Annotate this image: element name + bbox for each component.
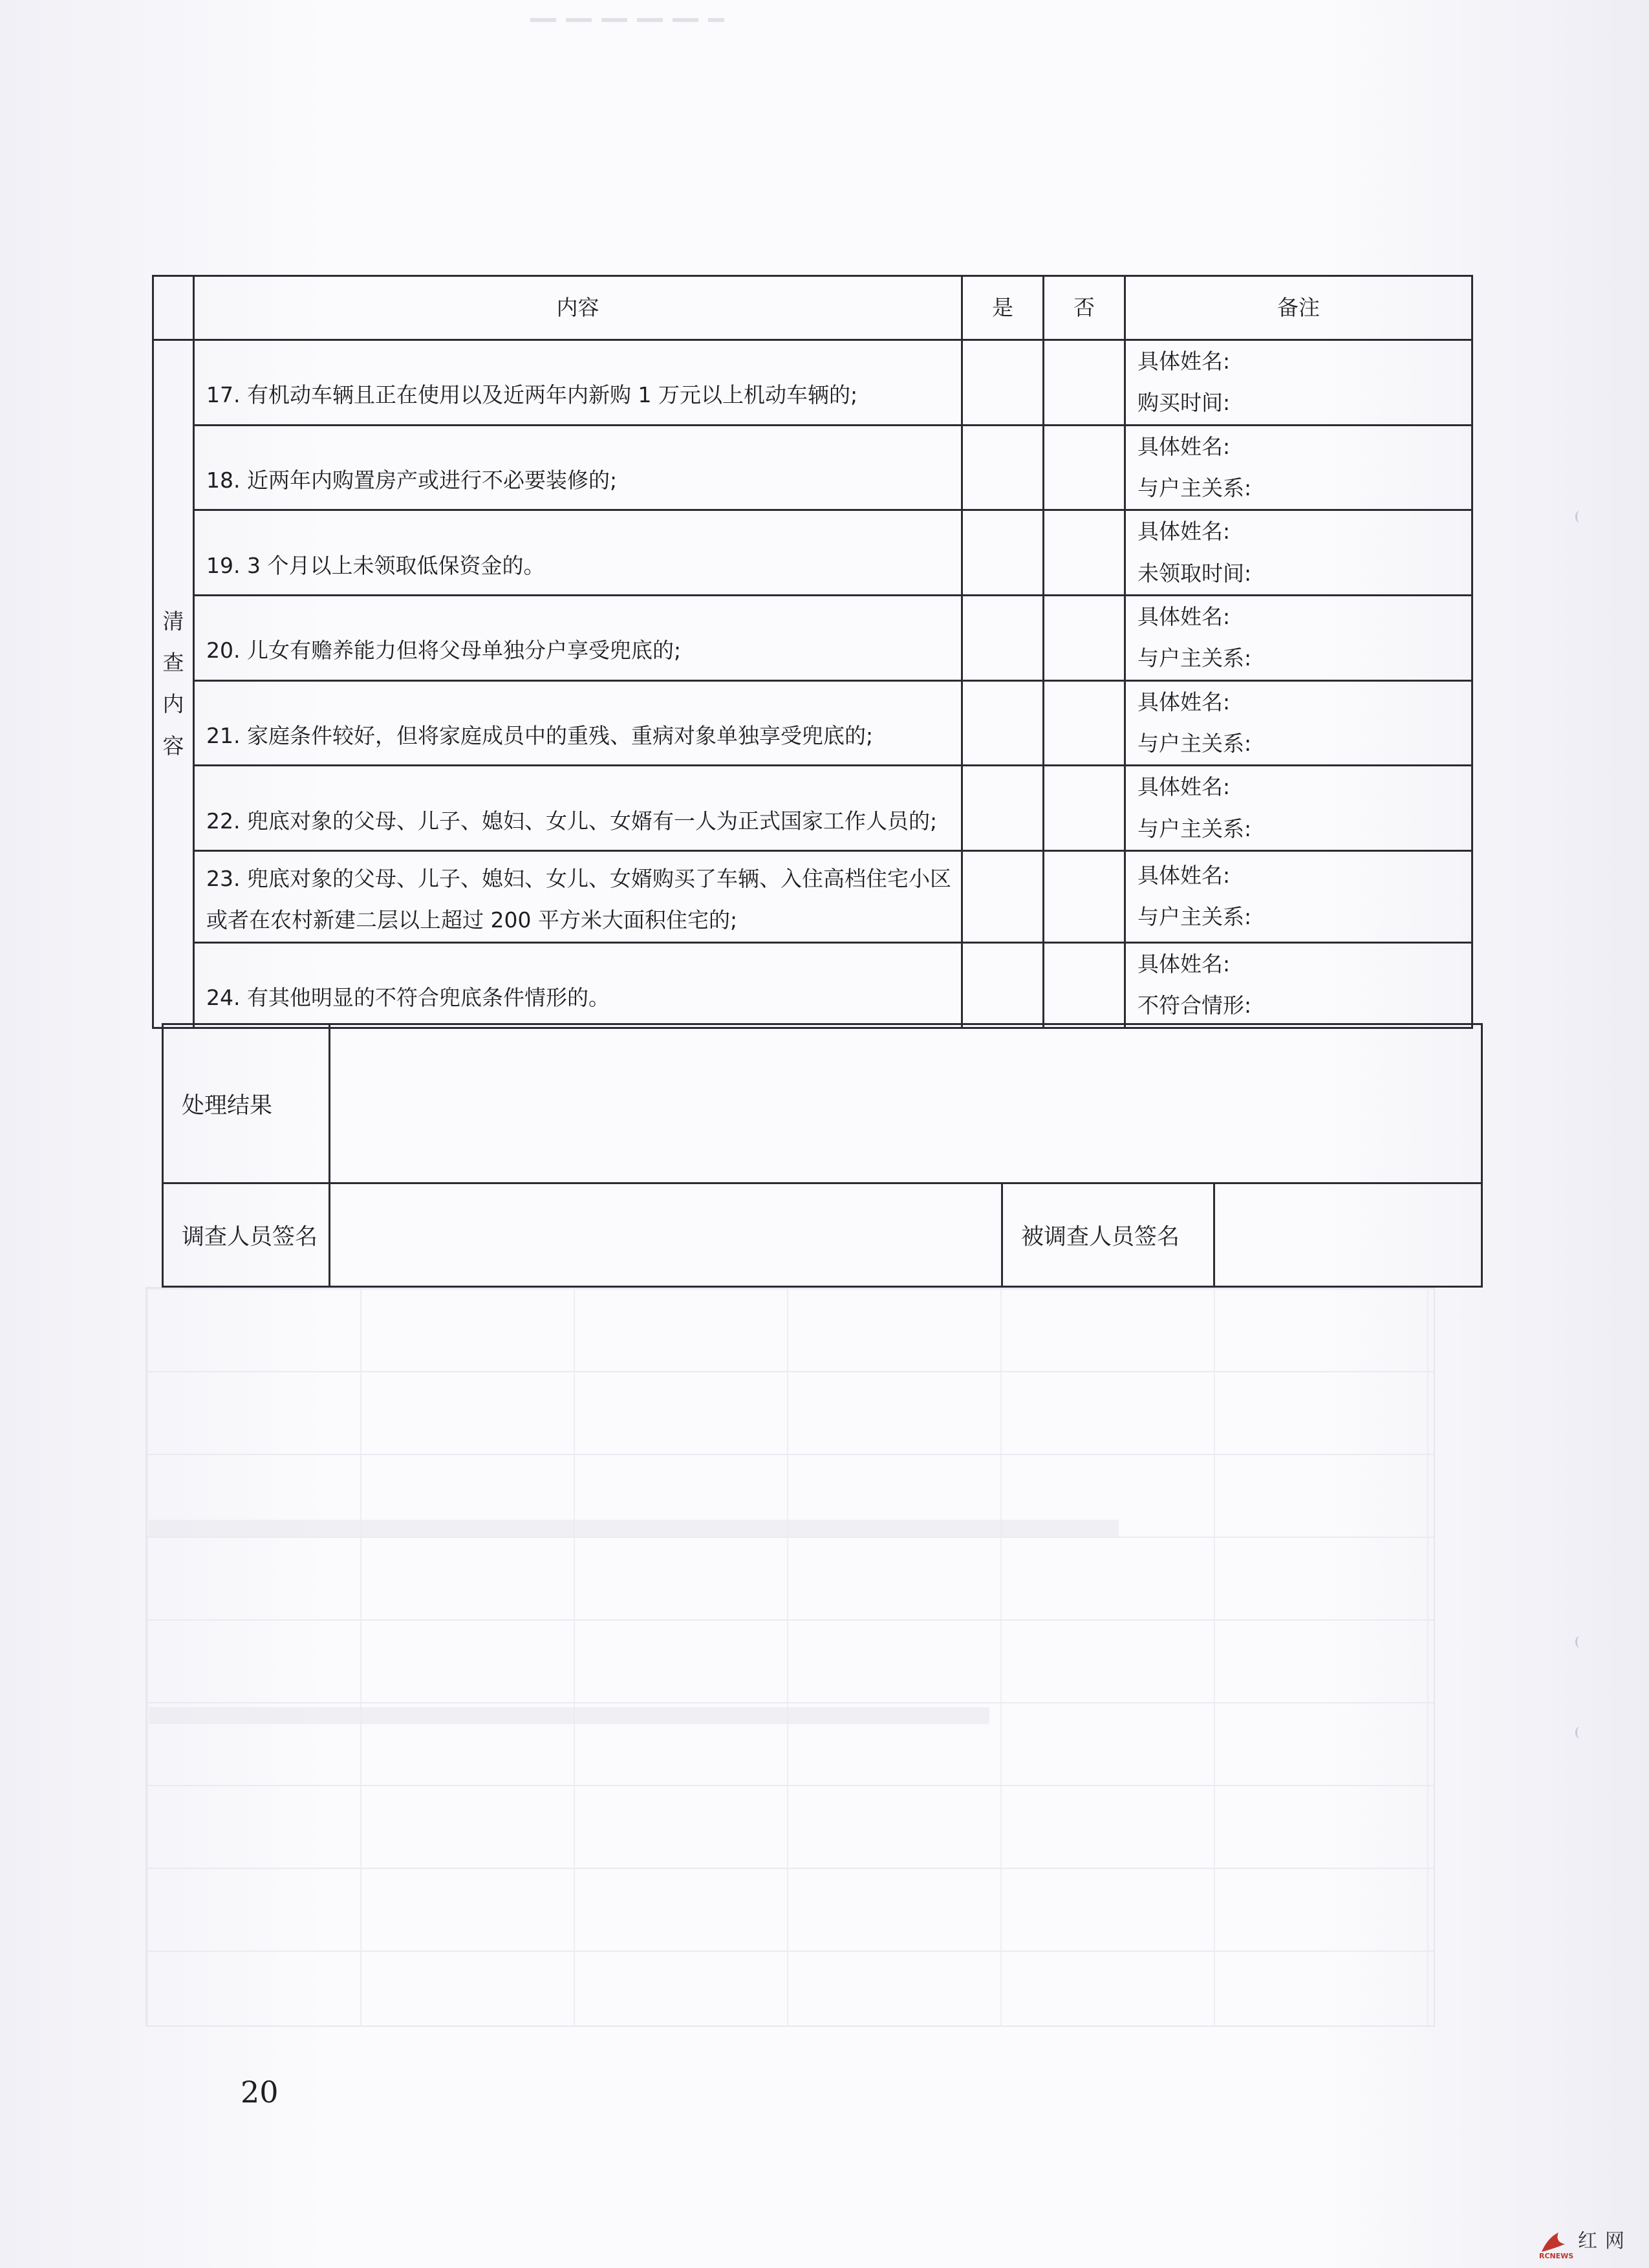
check-item: 19. 3 个月以上未领取低保资金的。	[194, 510, 962, 596]
yes-cell[interactable]	[962, 510, 1044, 596]
no-cell[interactable]	[1044, 680, 1125, 766]
investigator-label: 调查人员签名	[163, 1183, 330, 1287]
show-through-line	[149, 1520, 1119, 1537]
result-table	[162, 1023, 1483, 1288]
no-cell[interactable]	[1044, 766, 1125, 851]
header-yes: 是	[962, 276, 1044, 340]
corner-cell	[153, 276, 194, 340]
watermark-sub: RCNEWS	[1539, 2252, 1574, 2260]
respondent-signature-field[interactable]	[1214, 1183, 1482, 1287]
investigator-signature-field[interactable]	[330, 1183, 1002, 1287]
no-cell[interactable]	[1044, 510, 1125, 596]
header-no: 否	[1044, 276, 1125, 340]
check-item: 23. 兜底对象的父母、儿子、媳妇、女儿、女婿购买了车辆、入住高档住宅小区或者在农村新建二层以上超过 200 平方米大面积住宅的;	[194, 851, 962, 943]
scan-artifact	[530, 18, 724, 22]
remark-cell[interactable]: 具体姓名: 购买时间:	[1125, 340, 1472, 426]
yes-cell[interactable]	[962, 596, 1044, 681]
watermark	[1539, 2225, 1643, 2260]
watermark-text: 红网	[1578, 2230, 1632, 2252]
yes-cell[interactable]	[962, 340, 1044, 426]
no-cell[interactable]	[1044, 942, 1125, 1028]
show-through-line	[149, 1707, 989, 1724]
fold-mark	[1575, 511, 1584, 523]
yes-cell[interactable]	[962, 766, 1044, 851]
check-item: 22. 兜底对象的父母、儿子、媳妇、女儿、女婿有一人为正式国家工作人员的;	[194, 766, 962, 851]
yes-cell[interactable]	[962, 680, 1044, 766]
remark-cell[interactable]: 具体姓名: 与户主关系:	[1125, 680, 1472, 766]
check-item: 21. 家庭条件较好，但将家庭成员中的重残、重病对象单独享受兜底的;	[194, 680, 962, 766]
remark-cell[interactable]: 具体姓名: 与户主关系:	[1125, 851, 1472, 943]
show-through-table	[146, 1287, 1435, 2027]
remark-cell[interactable]: 具体姓名: 与户主关系:	[1125, 766, 1472, 851]
no-cell[interactable]	[1044, 425, 1125, 510]
yes-cell[interactable]	[962, 942, 1044, 1028]
remark-cell[interactable]: 具体姓名: 未领取时间:	[1125, 510, 1472, 596]
no-cell[interactable]	[1044, 340, 1125, 426]
result-field[interactable]	[330, 1024, 1482, 1183]
remark-cell[interactable]: 具体姓名: 不符合情形:	[1125, 942, 1472, 1028]
fold-mark	[1575, 1636, 1584, 1648]
header-content: 内容	[194, 276, 962, 340]
result-label: 处理结果	[163, 1024, 330, 1183]
respondent-label: 被调查人员签名	[1002, 1183, 1214, 1287]
page-number: 20	[241, 2075, 279, 2110]
section-label: 清 查 内 容	[153, 340, 194, 1028]
no-cell[interactable]	[1044, 596, 1125, 681]
remark-cell[interactable]: 具体姓名: 与户主关系:	[1125, 425, 1472, 510]
fold-mark	[1575, 1727, 1584, 1738]
check-item: 24. 有其他明显的不符合兜底条件情形的。	[194, 942, 962, 1028]
yes-cell[interactable]	[962, 851, 1044, 943]
check-item: 18. 近两年内购置房产或进行不必要装修的;	[194, 425, 962, 510]
no-cell[interactable]	[1044, 851, 1125, 943]
check-item: 17. 有机动车辆且正在使用以及近两年内新购 1 万元以上机动车辆的;	[194, 340, 962, 426]
check-item: 20. 儿女有赡养能力但将父母单独分户享受兜底的;	[194, 596, 962, 681]
yes-cell[interactable]	[962, 425, 1044, 510]
remark-cell[interactable]: 具体姓名: 与户主关系:	[1125, 596, 1472, 681]
check-table	[152, 275, 1473, 1029]
header-remark: 备注	[1125, 276, 1472, 340]
